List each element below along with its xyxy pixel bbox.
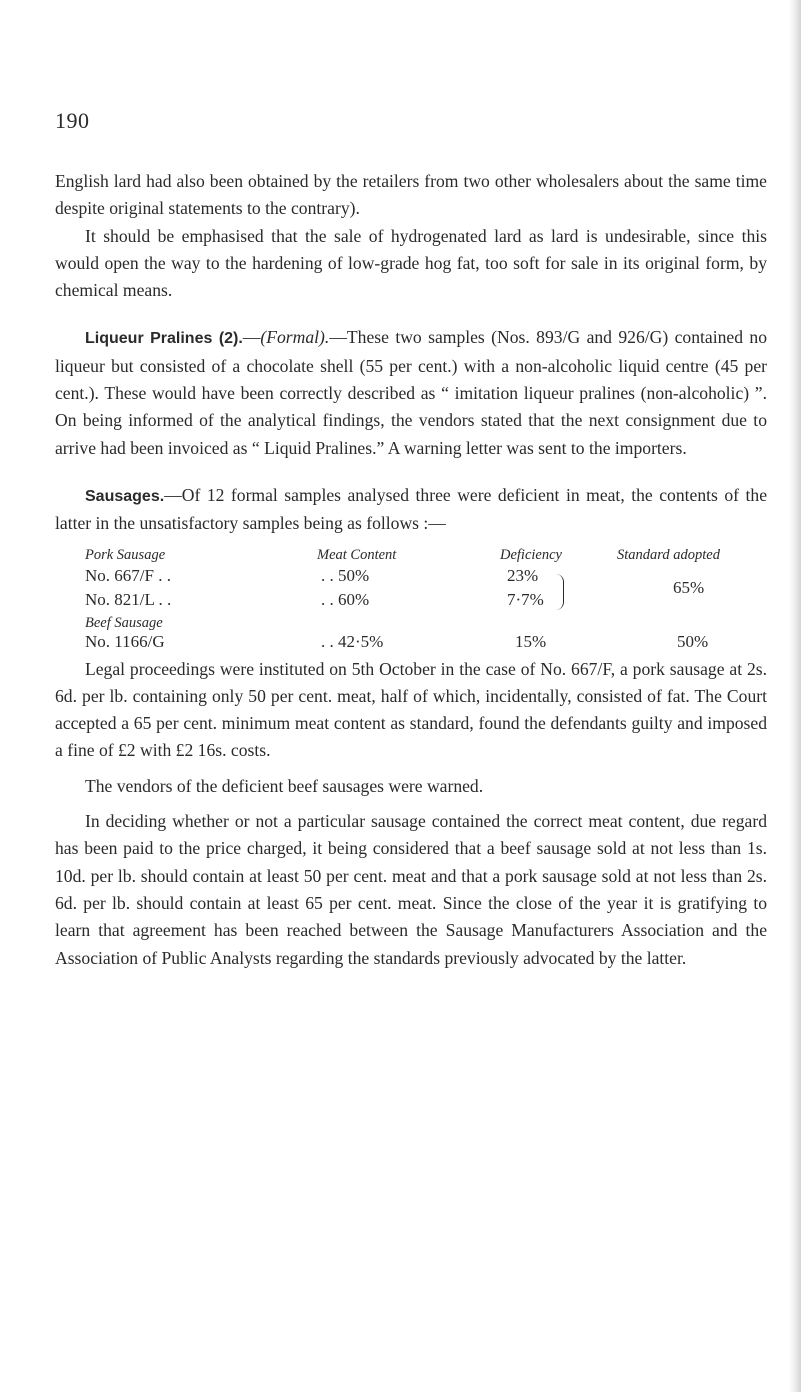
row-sample-1166G: No. 1166/G bbox=[85, 631, 165, 651]
paragraph-deciding: In deciding whether or not a particular sausage contained the correct meat content, due regard has been paid to the price charged, it being considered that a beef sausage sold at not less than 1s. 10d. per lb. should contain at least 50 per cent. meat and that a pork sausage sold at not less than 2s. 6d. per lb. should contain at least 65 per cent. meat. Since the close of the year it is gratifying to learn that agreement has been reached between the Sausage Manufacturers Association and the Association of Public Analysts regarding the standards previously advocated by the latter. bbox=[55, 811, 767, 968]
body-text bbox=[55, 168, 767, 972]
header-standard-adopted: Standard adopted bbox=[617, 546, 720, 563]
row-sample-667F: No. 667/F . . bbox=[85, 565, 171, 585]
header-deficiency: Deficiency bbox=[500, 546, 562, 563]
page-number: 190 bbox=[55, 108, 90, 133]
paragraph-legal: Legal proceedings were instituted on 5th October in the case of No. 667/F, a pork sausage at 2s. 6d. per lb. containing only 50 per cent. meat, half of which, incidentally, consisted of fat. The Court accepted a 65 per cent. minimum meat content as standard, found the defendants guilty and imposed a fine of £2 with £2 16s. costs. bbox=[55, 658, 767, 761]
brace-bracket bbox=[555, 574, 564, 610]
header-pork-sausage: Pork Sausage bbox=[85, 546, 166, 563]
row-meat-667F: . . 50% bbox=[321, 565, 370, 585]
sausage-table bbox=[55, 540, 767, 652]
paragraph-vendors: The vendors of the deficient beef sausages were warned. bbox=[85, 775, 484, 796]
page-edge-shadow bbox=[789, 0, 801, 1392]
pork-standard: 65% bbox=[673, 577, 705, 597]
liqueur-text: —These two samples (Nos. 893/G and 926/G) contained no liqueur but consisted of a chocolate shell (55 per cent.) with a non-alcoholic liquid centre (45 per cent.). These would have been correctly described as “ imitation liqueur pralines (non-alcoholic) ”. On being informed of the analytical findings, the vendors stated that the next consignment due to arrive had been invoiced as “ Liquid Pralines.” A warning letter was sent to the importers. bbox=[55, 327, 767, 458]
sausages-text: —Of 12 formal samples analysed three were deficient in meat, the contents of the latter in the unsatisfactory samples being as follows :— bbox=[55, 484, 767, 534]
row-meat-821L: . . 60% bbox=[321, 589, 370, 609]
beef-sausage-label: Beef Sausage bbox=[85, 614, 163, 631]
sausages-heading: Sausages. bbox=[85, 487, 165, 505]
row-deficiency-1166G: 15% bbox=[515, 631, 547, 651]
row-meat-1166G: . . 42·5% bbox=[321, 631, 384, 651]
row-standard-1166G: 50% bbox=[677, 631, 709, 651]
paragraph-lard-1: English lard had also been obtained by the retailers from two other wholesalers about the same time despite original statements to the contrary). bbox=[55, 171, 767, 219]
liqueur-heading: Liqueur Pralines (2). bbox=[85, 330, 243, 348]
row-deficiency-821L: 7·7% bbox=[507, 589, 544, 609]
header-meat-content: Meat Content bbox=[317, 546, 397, 563]
paragraph-sausages bbox=[55, 482, 767, 538]
liqueur-type: (Formal). bbox=[260, 327, 330, 348]
paragraph-liqueur bbox=[55, 324, 767, 461]
row-sample-821L: No. 821/L . . bbox=[85, 589, 172, 609]
paragraph-lard-2: It should be emphasised that the sale of hydrogenated lard as lard is undesirable, since this would open the way to the hardening of low-grade hog fat, too soft for sale in its original form, by chemical means. bbox=[55, 225, 767, 301]
liqueur-dash: — bbox=[242, 327, 261, 348]
row-deficiency-667F: 23% bbox=[507, 565, 539, 585]
